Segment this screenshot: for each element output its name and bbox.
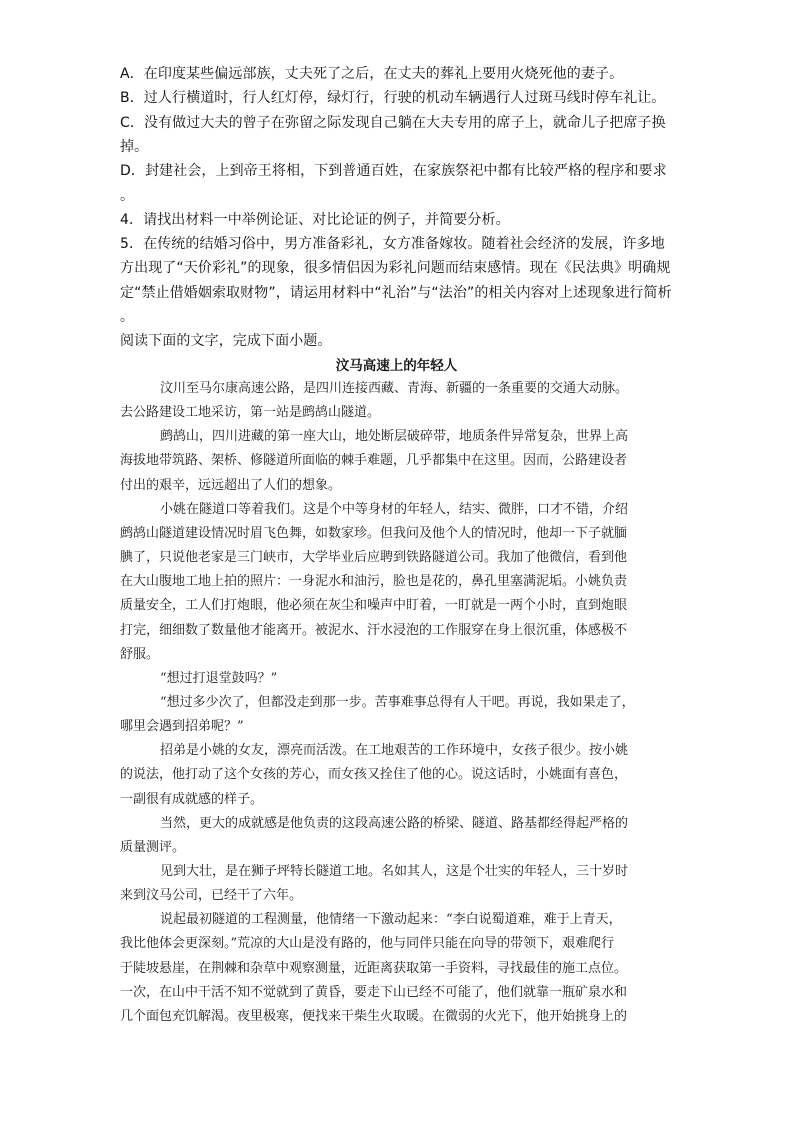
question-line: 定“禁止借婚姻索取财物”，请运用材料中“礼治”与“法治”的相关内容对上述现象进行简析 — [120, 284, 672, 301]
article-line: 鹧鸪山隧道建设情况时眉飞色舞，如数家珍。但我问及他个人的情况时，他却一下子就腼 — [120, 525, 628, 541]
article-line: 一次，在山中干活不知不觉就到了黄昏，要走下山已经不可能了，他们就靠一瓶矿泉水和 — [120, 984, 628, 1000]
article-line: 质量测评。 — [120, 839, 186, 855]
article-line: 鹧鸪山，四川进藏的第一座大山，地处断层破碎带，地质条件异常复杂，世界上高 — [160, 429, 629, 445]
question-line: 。 — [120, 309, 135, 325]
question-line: A．在印度某些偏远部族，丈夫死了之后，在丈夫的葬礼上要用火烧死他的妻子。 — [120, 66, 624, 82]
article-line: 当然，更大的成就感是他负责的这段高速公路的桥梁、隧道、路基都经得起严格的 — [160, 815, 629, 831]
article-line: 汶川至马尔康高速公路，是四川连接西藏、青海、新疆的一条重要的交通大动脉。 — [160, 381, 629, 396]
question-line: D．封建社会，上到帝王将相，下到普通百姓，在家族祭祀中都有比较严格的程序和要求 — [120, 163, 667, 180]
article-line: 付出的艰辛，远远超出了人们的想象。 — [120, 477, 342, 493]
article-line: 去公路建设工地采访，第一站是鹧鸪山隧道。 — [120, 405, 381, 421]
article-line: 招弟是小姚的女友，漂亮而活泼。在工地艰苦的工作环境中，女孩子很少。按小姚 — [160, 743, 629, 759]
article-line: 的说法，他打动了这个女孩的芳心，而女孩又拴住了他的心。说这话时，小姚面有喜色， — [120, 767, 628, 783]
question-line: 方出现了“天价彩礼”的现象，很多情侣因为彩礼问题而结束感情。现在《民法典》明确规 — [120, 260, 671, 277]
article-line: 在大山腹地工地上拍的照片：一身泥水和油污，脸也是花的，鼻孔里塞满泥垢。小姚负责 — [120, 574, 628, 590]
article-line: “想过打退堂鼓吗？” — [160, 670, 278, 686]
article-line: 打完，细细数了数量他才能离开。被泥水、汗水浸泡的工作服穿在身上很沉重，体感极不 — [120, 622, 628, 638]
article-line: 一副很有成就感的样子。 — [120, 791, 264, 807]
article-line: 我比他体会更深刻。”荒凉的大山是没有路的，他与同伴只能在向导的带领下，艰难爬行 — [120, 936, 615, 952]
article-title: 汶马高速上的年轻人 — [335, 358, 458, 374]
article-line: 见到大壮，是在狮子坪特长隧道工地。名如其人，这是个壮实的年轻人，三十岁时 — [160, 864, 629, 879]
article-line: 几个面包充饥解渴。夜里极寒，便找来干柴生火取暖。在微弱的火光下，他开始挑身上的 — [120, 1008, 628, 1024]
article-line: 哪里会遇到招弟呢？” — [120, 719, 244, 735]
article-line: 质量安全，工人们打炮眼，他必须在灰尘和噪声中盯着，一盯就是一两个小时，直到炮眼 — [120, 598, 628, 614]
article-line: 来到汶马公司，已经干了六年。 — [120, 888, 303, 904]
article-line: 腆了，只说他老家是三门峡市，大学毕业后应聘到铁路隧道公司。我加了他微信，看到他 — [120, 550, 628, 566]
article-line: 于陡坡悬崖，在荆棘和杂草中观察测量，近距离获取第一手资料，寻找最佳的施工点位。 — [120, 960, 628, 976]
question-line: B．过人行横道时，行人红灯停，绿灯行，行驶的机动车辆遇行人过斑马线时停车礼让。 — [120, 90, 666, 107]
article-line: “想过多少次了，但都没走到那一步。苦事难事总得有人干吧。再说，我如果走了， — [160, 694, 635, 710]
article-line: 说起最初隧道的工程测量，他情绪一下激动起来：“李白说蜀道难，难于上青天， — [160, 912, 622, 928]
article-line: 小姚在隧道口等着我们。这是个中等身材的年轻人，结实、微胖，口才不错，介绍 — [160, 501, 629, 517]
question-line: 阅读下面的文字，完成下面小题。 — [120, 333, 332, 350]
question-line: 掉。 — [120, 138, 149, 155]
question-line: 4．请找出材料一中举例论证、对比论证的例子，并简要分析。 — [120, 211, 510, 228]
question-line: 。 — [120, 187, 135, 204]
article-line: 舒服。 — [120, 646, 160, 662]
question-line: 5．在传统的结婚习俗中，男方准备彩礼，女方准备嫁妆。随着社会经济的发展，许多地 — [120, 236, 665, 253]
article-line: 海拔地带筑路、架桥、修隧道所面临的棘手难题，几乎都集中在这里。因而，公路建设者 — [120, 453, 628, 469]
question-line: C．没有做过大夫的曾子在弥留之际发现自己躺在大夫专用的席子上，就命儿子把席子换 — [120, 114, 666, 131]
